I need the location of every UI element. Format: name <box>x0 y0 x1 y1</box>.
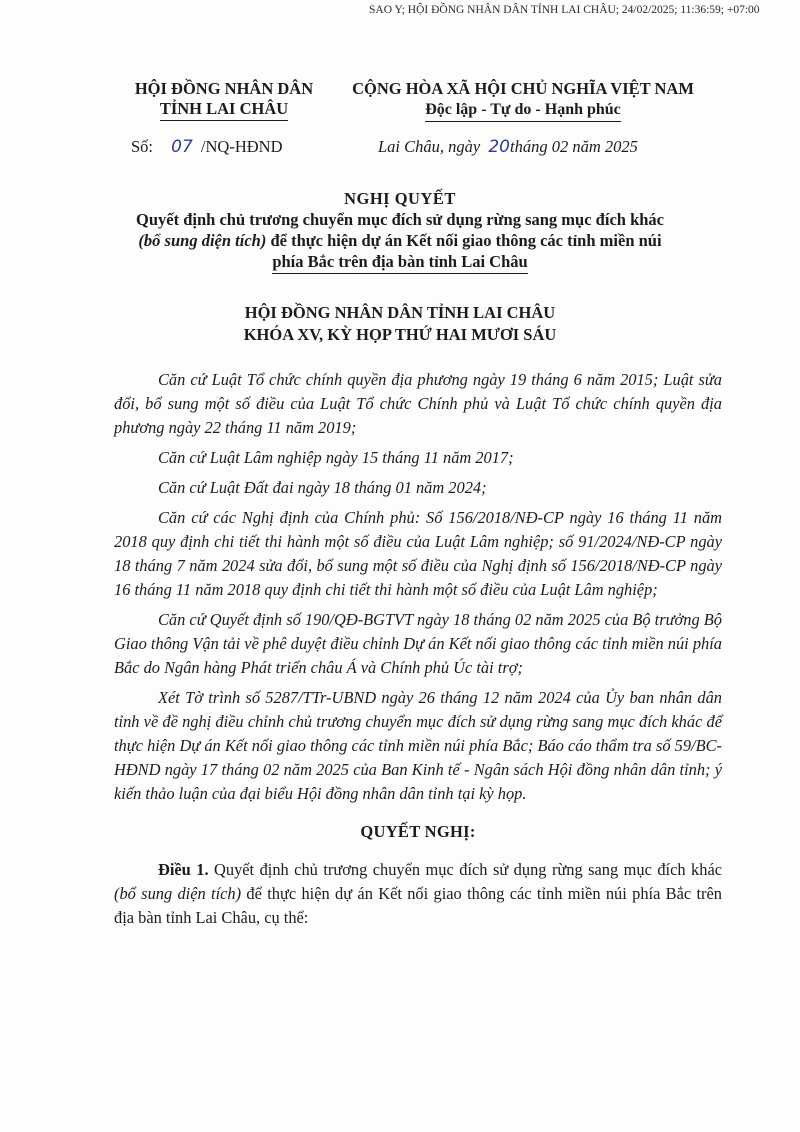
subject-line-1: Quyết định chủ trương chuyển mục đích sử dụng rừng sang mục đích khác <box>136 210 664 229</box>
subject-line-2-italic: (bổ sung diện tích) <box>138 231 267 250</box>
national-motto: Độc lập - Tự do - Hạnh phúc <box>425 100 621 122</box>
date-suffix: tháng 02 năm 2025 <box>509 137 638 156</box>
subject-line-2 <box>90 230 710 251</box>
legal-basis-6: Xét Tờ trình số 5287/TTr-UBND ngày 26 tháng 12 năm 2024 của Ủy ban nhân dân tỉnh về đề nghị điều chỉnh chủ trương chuyển mục đích sử dụng rừng sang mục đích khác để thực hiện Dự án Kết nối giao thông các tỉnh miền núi phía Bắc; Báo cáo thẩm tra số 59/BC-HĐND ngày 17 tháng 02 năm 2025 của Ban Kinh tế - Ngân sách Hội đồng nhân dân tỉnh; ý kiến thảo luận của đại biểu Hội đồng nhân dân tỉnh tại kỳ họp. <box>114 688 722 803</box>
article-1-text-italic: (bổ sung diện tích) <box>114 884 242 903</box>
date-prefix: Lai Châu, ngày <box>378 137 481 156</box>
article-1-text-after: để thực hiện dự án Kết nối giao thông các tỉnh miền núi phía Bắc trên địa bàn tỉnh Lai Châu, cụ thể: <box>114 884 722 927</box>
legal-basis-1: Căn cứ Luật Tổ chức chính quyền địa phương ngày 19 tháng 6 năm 2015; Luật sửa đổi, bổ sung một số điều của Luật Tổ chức Chính phủ và Luật Tổ chức chính quyền địa phương ngày 22 tháng 11 năm 2019; <box>114 370 722 437</box>
document-date <box>378 137 638 157</box>
legal-basis-3: Căn cứ Luật Đất đai ngày 18 tháng 01 năm 2024; <box>158 478 487 497</box>
document-number <box>131 137 282 157</box>
legal-basis-4: Căn cứ các Nghị định của Chính phủ: Số 156/2018/NĐ-CP ngày 16 tháng 11 năm 2018 quy định chi tiết thi hành một số điều của Luật Lâm nghiệp; số 91/2024/NĐ-CP ngày 18 tháng 7 năm 2024 sửa đổi, bổ sung một số điều của Nghị định số 156/2018/NĐ-CP ngày 16 tháng 11 năm 2018 quy định chi tiết thi hành một số điều của Luật Lâm nghiệp; <box>114 508 722 599</box>
article-1-text-before: Quyết định chủ trương chuyển mục đích sử dụng rừng sang mục đích khác <box>208 860 722 879</box>
legal-basis-5: Căn cứ Quyết định số 190/QĐ-BGTVT ngày 18 tháng 02 năm 2025 của Bộ trưởng Bộ Giao thông Vận tải về phê duyệt điều chỉnh Dự án Kết nối giao thông các tỉnh miền núi phía Bắc do Ngân hàng Phát triển châu Á và Chính phủ Úc tài trợ; <box>114 610 722 677</box>
digital-signature-stamp: SAO Y; HỘI ĐỒNG NHÂN DÂN TỈNH LAI CHÂU; 24/02/2025; 11:36:59; +07:00 <box>369 4 760 16</box>
national-header <box>333 79 713 122</box>
doc-number-suffix: /NQ-HĐND <box>200 137 283 156</box>
council-heading <box>90 302 710 346</box>
legal-basis-2: Căn cứ Luật Lâm nghiệp ngày 15 tháng 11 năm 2017; <box>158 448 514 467</box>
country-name: CỘNG HÒA XÃ HỘI CHỦ NGHĨA VIỆT NAM <box>352 79 694 98</box>
resolution-title <box>90 188 710 274</box>
agency-line-2: TỈNH LAI CHÂU <box>160 99 288 121</box>
document-type: NGHỊ QUYẾT <box>344 189 456 208</box>
resolve-heading: QUYẾT NGHỊ: <box>360 822 476 841</box>
resolution-body <box>114 368 722 936</box>
subject-line-2-rest: để thực hiện dự án Kết nối giao thông các tỉnh miền núi <box>266 231 662 250</box>
article-1 <box>114 858 722 930</box>
council-line-1: HỘI ĐỒNG NHÂN DÂN TỈNH LAI CHÂU <box>244 303 556 322</box>
council-line-2: KHÓA XV, KỲ HỌP THỨ HAI MƯƠI SÁU <box>243 325 557 344</box>
article-1-label: Điều 1. <box>158 860 209 879</box>
issuing-agency <box>100 79 348 121</box>
doc-number-prefix: Số: <box>131 137 154 156</box>
handwritten-doc-number: 07 <box>171 137 193 157</box>
subject-line-3: phía Bắc trên địa bàn tỉnh Lai Châu <box>272 251 527 274</box>
handwritten-day: 20 <box>488 137 510 157</box>
agency-line-1: HỘI ĐỒNG NHÂN DÂN <box>134 79 314 98</box>
